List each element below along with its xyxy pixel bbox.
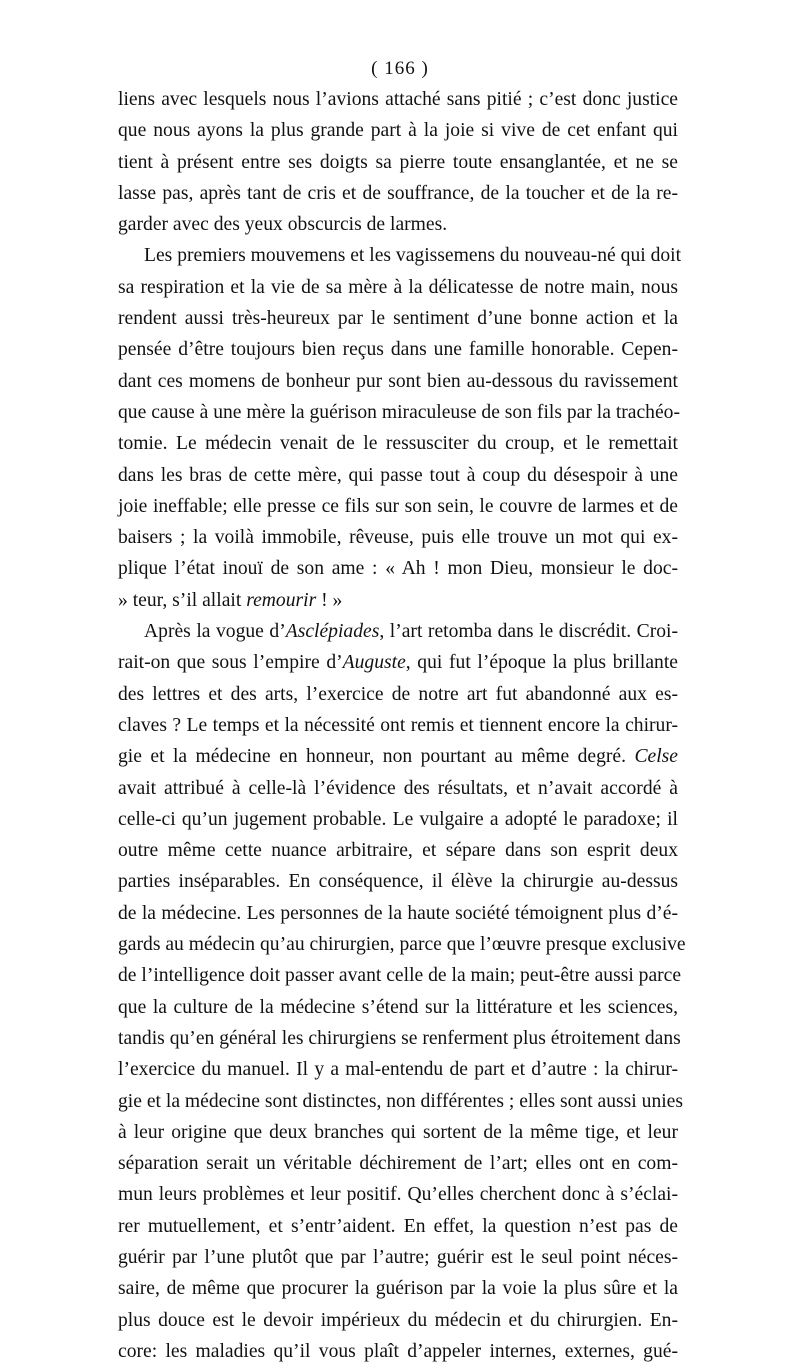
text-line: pensée d’être toujours bien reçus dans une famille honorable. Cepen-: [118, 339, 678, 361]
text-line: dans les bras de cette mère, qui passe tout à coup du désespoir à une: [118, 464, 678, 486]
text-line: gie et la médecine sont distinctes, non différentes ; elles sont aussi unies: [118, 1090, 684, 1112]
text-line: l’exercice du manuel. Il y a mal-entendu de part et d’autre : la chirur-: [118, 1059, 678, 1081]
text-line: plique l’état inouï de son ame : « Ah ! mon Dieu, monsieur le doc-: [118, 558, 678, 580]
text-line: dant ces momens de bonheur pur sont bien au-dessous du ravissement: [118, 370, 678, 392]
text-line: celle-ci qu’un jugement probable. Le vulgaire a adopté le paradoxe; il: [118, 808, 678, 830]
text-line: sa respiration et la vie de sa mère à la délicatesse de notre main, nous: [118, 276, 678, 298]
text-line: que la culture de la médecine s’étend sur la littérature et les sciences,: [118, 996, 678, 1018]
text-line: gie et la médecine en honneur, non pourtant au même degré. Celse: [118, 746, 678, 768]
text-line: de l’intelligence doit passer avant celle de la main; peut-être aussi parce: [118, 965, 682, 987]
text-line: de la médecine. Les personnes de la haute société témoignent plus d’é-: [118, 902, 678, 924]
page-number: ( 166 ): [371, 58, 429, 79]
text-line: séparation serait un véritable déchirement de l’art; elles ont en com-: [118, 1153, 678, 1175]
text-line: saire, de même que procurer la guérison par la voie la plus sûre et la: [118, 1278, 678, 1300]
text-line: core: les maladies qu’il vous plaît d’appeler internes, externes, gué-: [118, 1340, 678, 1362]
text-line: guérir par l’une plutôt que par l’autre; guérir est le seul point néces-: [118, 1246, 678, 1268]
text-line: Les premiers mouvemens et les vagissemens du nouveau-né qui doit: [144, 245, 682, 267]
text-line: garder avec des yeux obscurcis de larmes.: [118, 214, 448, 236]
text-line: lasse pas, après tant de cris et de souffrance, de la toucher et de la re-: [118, 182, 678, 204]
text-line: baisers ; la voilà immobile, rêveuse, puis elle trouve un mot qui ex-: [118, 527, 678, 549]
text-line: tomie. Le médecin venait de le ressusciter du croup, et le remettait: [118, 433, 678, 455]
text-line: outre même cette nuance arbitraire, et sépare dans son esprit deux: [118, 840, 678, 862]
text-line: rendent aussi très-heureux par le sentiment d’une bonne action et la: [118, 308, 678, 330]
text-line: plus douce est le devoir impérieux du médecin et du chirurgien. En-: [118, 1309, 678, 1331]
text-line: que nous ayons la plus grande part à la joie si vive de cet enfant qui: [118, 120, 678, 142]
text-line: Après la vogue d’Asclépiades, l’art retomba dans le discrédit. Croi-: [144, 621, 679, 643]
text-line: rer mutuellement, et s’entr’aident. En effet, la question n’est pas de: [118, 1215, 678, 1237]
text-line: mun leurs problèmes et leur positif. Qu’elles cherchent donc à s’éclai-: [118, 1184, 678, 1206]
text-line: tandis qu’en général les chirurgiens se renferment plus étroitement dans: [118, 1027, 681, 1049]
text-line: avait attribué à celle-là l’évidence des résultats, et n’avait accordé à: [118, 777, 678, 799]
text-line: liens avec lesquels nous l’avions attaché sans pitié ; c’est donc justice: [118, 89, 678, 110]
text-line: que cause à une mère la guérison miraculeuse de son fils par la trachéo-: [118, 401, 680, 423]
text-line: gards au médecin qu’au chirurgien, parce que l’œuvre presque exclusive: [118, 934, 686, 956]
text-line: tient à présent entre ses doigts sa pierre toute ensanglantée, et ne se: [118, 151, 678, 173]
text-line: rait-on que sous l’empire d’Auguste, qui fut l’époque la plus brillante: [118, 652, 678, 674]
text-line: » teur, s’il allait remourir ! »: [118, 589, 343, 611]
text-line: claves ? Le temps et la nécessité ont remis et tiennent encore la chirur-: [118, 714, 678, 736]
body-text: [118, 84, 686, 1367]
text-line: parties inséparables. En conséquence, il élève la chirurgie au-dessus: [118, 871, 678, 893]
text-line: des lettres et des arts, l’exercice de notre art fut abandonné aux es-: [118, 683, 678, 705]
text-line: à leur origine que deux branches qui sortent de la même tige, et leur: [118, 1121, 678, 1143]
text-line: joie ineffable; elle presse ce fils sur son sein, le couvre de larmes et de: [118, 495, 678, 517]
